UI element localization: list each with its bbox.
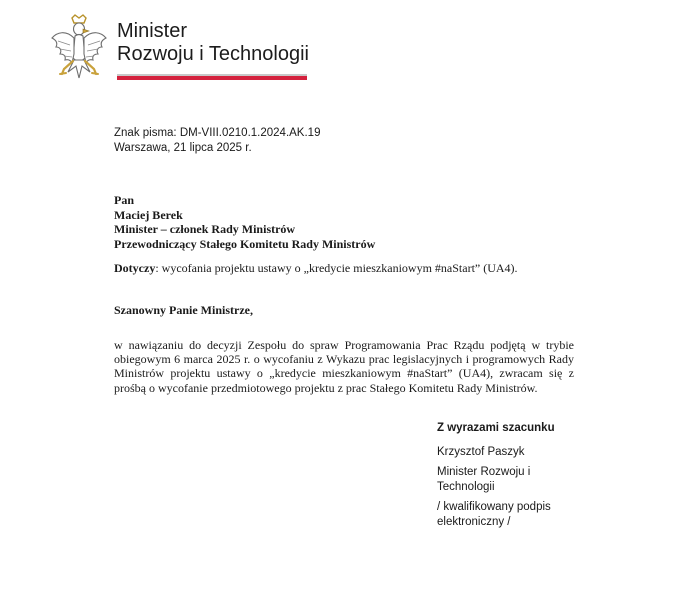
subject-label: Dotyczy bbox=[114, 261, 156, 275]
ministry-name bbox=[117, 20, 309, 66]
subject-line bbox=[114, 261, 518, 276]
reference-block bbox=[114, 126, 320, 156]
signer-name: Krzysztof Paszyk bbox=[437, 446, 525, 458]
signer-title: Minister Rozwoju i Technologii bbox=[437, 466, 531, 493]
addressee-salutation-word: Pan bbox=[114, 193, 135, 207]
polish-white-eagle-icon bbox=[50, 14, 108, 84]
ministry-name-line2: Rozwoju i Technologii bbox=[117, 43, 309, 65]
subject-text: : wycofania projektu ustawy o „kredycie mieszkaniowym #naStart” (UA4). bbox=[155, 261, 518, 275]
letter-body: w nawiązaniu do decyzji Zespołu do spraw Programowania Prac Rządu podjętą w trybie obiegowym 6 marca 2025 r. o wycofaniu z Wykazu prac legislacyjnych i programowych Rady Ministrów projektu ustawy o „kredycie mieszkaniowym #naStart” (UA4), zwracam się z prośbą o wycofanie przedmiotowego projektu z prac Stałego Komitetu Rady Ministrów. bbox=[114, 338, 574, 395]
addressee-name: Maciej Berek bbox=[114, 207, 183, 222]
addressee-block bbox=[114, 193, 375, 251]
ministry-name-line1: Minister bbox=[117, 20, 188, 42]
flag-red-stripe bbox=[117, 76, 307, 80]
signature-closing: Z wyrazami szacunku bbox=[437, 422, 555, 434]
addressee-title1: Minister – członek Rady Ministrów bbox=[114, 222, 296, 236]
addressee-title2: Przewodniczący Stałego Komitetu Rady Ministrów bbox=[114, 236, 376, 251]
case-number: Znak pisma: DM-VIII.0210.1.2024.AK.19 bbox=[114, 127, 321, 139]
polish-flag-stripe bbox=[117, 74, 307, 80]
place-date: Warszawa, 21 lipca 2025 r. bbox=[114, 142, 252, 154]
letter-salutation: Szanowny Panie Ministrze, bbox=[114, 303, 253, 317]
signature-note: / kwalifikowany podpis elektroniczny / bbox=[437, 501, 551, 528]
